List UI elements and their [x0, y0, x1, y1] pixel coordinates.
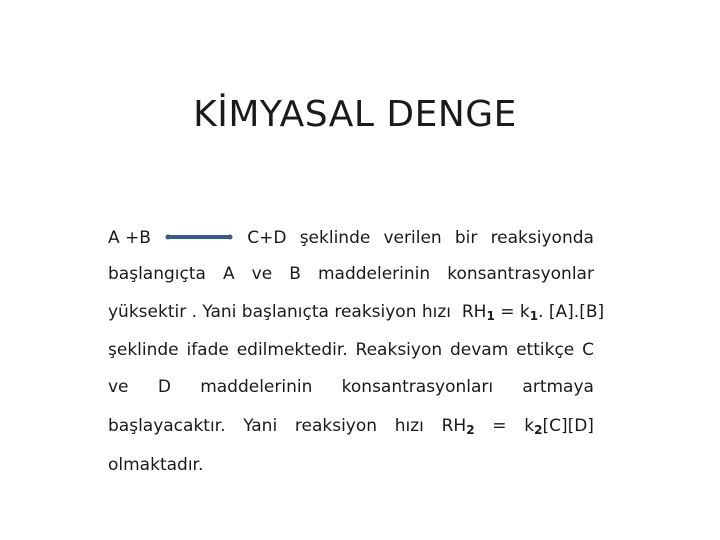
- word: maddelerinin: [317, 264, 431, 284]
- word: ifade: [186, 340, 229, 360]
- reaction-reactants: A +B: [108, 228, 151, 248]
- body-line-4: [108, 337, 594, 363]
- rate-constant: k: [524, 416, 535, 436]
- slide-title: KİMYASAL DENGE: [193, 94, 517, 136]
- body-line-2: [108, 261, 594, 287]
- word: edilmektedir.: [236, 340, 348, 360]
- word: başlayacaktır.: [108, 416, 226, 436]
- word: Yani: [243, 416, 278, 436]
- word: A: [222, 264, 235, 284]
- word: hızı: [394, 416, 424, 436]
- concentration-terms: . [A].[B]: [538, 302, 605, 322]
- word: maddelerinin: [200, 377, 313, 397]
- rate-subscript: 2: [466, 423, 475, 437]
- rate-formula-1: [456, 302, 604, 322]
- rate-symbol: RH: [461, 302, 487, 322]
- rate-subscript: 1: [486, 309, 495, 323]
- word: ettikçe: [516, 340, 575, 360]
- body-line-6: [108, 413, 594, 439]
- concentration-terms: [C][D]: [542, 416, 594, 436]
- word: şeklinde: [108, 340, 179, 360]
- rate-formula-2: [442, 413, 475, 439]
- word: konsantrasyonlar: [447, 264, 594, 284]
- rate-constant: k: [519, 302, 530, 322]
- word: reaksiyon: [294, 416, 378, 436]
- word: artmaya: [522, 377, 594, 397]
- word: Reaksiyon: [355, 340, 443, 360]
- long-arrow-icon: [164, 224, 234, 250]
- word: devam: [449, 340, 509, 360]
- rate-constant-subscript: 2: [534, 423, 543, 437]
- word: bir: [454, 228, 478, 248]
- equals-sign: =: [500, 302, 515, 322]
- word: verilen: [383, 228, 442, 248]
- word: B: [289, 264, 301, 284]
- reaction-products: C+D: [247, 228, 287, 248]
- word: D: [157, 377, 171, 397]
- word: C: [582, 340, 594, 360]
- line-text: yüksektir . Yani başlanıçta reaksiyon hızı: [108, 302, 452, 322]
- word: ve: [108, 377, 129, 397]
- word: reaksiyonda: [490, 228, 594, 248]
- rate-constant-2: [524, 413, 594, 439]
- body-line-7: [108, 452, 594, 478]
- word: ve: [251, 264, 273, 284]
- line-text: olmaktadır.: [108, 455, 204, 475]
- rate-constant-subscript: 1: [529, 309, 539, 323]
- arrow-svg: [164, 231, 234, 243]
- equals-sign: =: [492, 416, 507, 436]
- body-line-3: [108, 299, 605, 325]
- body-line-5: [108, 374, 594, 400]
- word: konsantrasyonları: [341, 377, 494, 397]
- body-line-1: [108, 224, 594, 250]
- rate-symbol: RH: [441, 416, 467, 436]
- word: şeklinde: [299, 228, 371, 248]
- word: başlangıçta: [108, 264, 206, 284]
